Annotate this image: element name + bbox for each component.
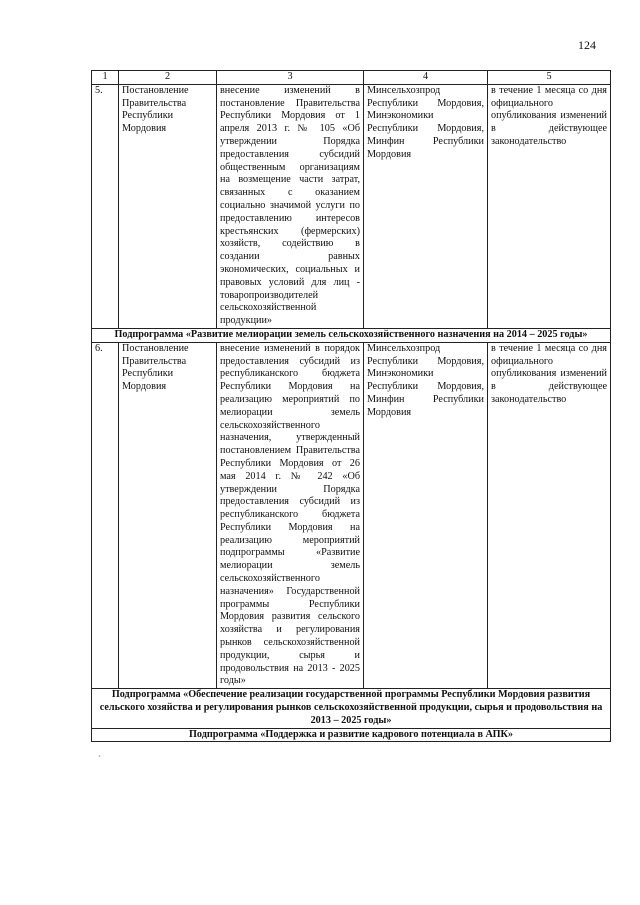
- section-row: [92, 328, 611, 342]
- section-row: [92, 728, 611, 742]
- column-number: 2: [119, 71, 217, 85]
- scan-mark: `: [98, 754, 101, 764]
- deadline-cell: в течение 1 месяца со дня официального опубликования изменений в действующее законодательство: [488, 342, 611, 689]
- column-number: 4: [364, 71, 488, 85]
- column-number: 3: [217, 71, 364, 85]
- document-type-cell: Постановление Правительства Республики Мордовия: [119, 342, 217, 689]
- row-number: 5.: [92, 84, 119, 328]
- measures-table: [91, 70, 611, 742]
- document-type-cell: Постановление Правительства Республики Мордовия: [119, 84, 217, 328]
- responsible-cell: Минсельхозпрод Республики Мордовия, Минэкономики Республики Мордовия, Минфин Республики Мордовия: [364, 342, 488, 689]
- column-number: 5: [488, 71, 611, 85]
- column-number-row: [92, 71, 611, 85]
- column-number: 1: [92, 71, 119, 85]
- table-row: [92, 342, 611, 689]
- responsible-cell: Минсельхозпрод Республики Мордовия, Минэкономики Республики Мордовия, Минфин Республики Мордовия: [364, 84, 488, 328]
- row-number: 6.: [92, 342, 119, 689]
- section-heading-personnel: Подпрограмма «Поддержка и развитие кадрового потенциала в АПК»: [92, 728, 611, 742]
- section-heading-support: Подпрограмма «Обеспечение реализации государственной программы Республики Мордовия развития сельского хозяйства и регулирования рынков сельскохозяйственной продукции, сырья и продовольствия на 2013 – 2025 годы»: [92, 689, 611, 728]
- section-heading-melioration: Подпрограмма «Развитие мелиорации земель сельскохозяйственного назначения на 2014 – 2025 годы»: [92, 328, 611, 342]
- page-number: 124: [578, 38, 596, 52]
- table-row: [92, 84, 611, 328]
- description-cell: внесение изменений в постановление Правительства Республики Мордовия от 1 апреля 2013 г. № 105 «Об утверждении Порядка предоставления субсидий общественным организациям на возмещение части затрат, связанных с оказанием социально значимой услуги по предоставлению интересов крестьянских (фермерских) хозяйств, содействию в создании равных экономических, социальных и правовых условий для лиц - товаропроизводителей сельскохозяйственной продукции»: [217, 84, 364, 328]
- section-row: [92, 689, 611, 728]
- description-cell: внесение изменений в порядок предоставления субсидий из республиканского бюджета Республики Мордовия на реализацию мероприятий по мелиорации земель сельскохозяйственного назначения, утвержденный постановлением Правительства Республики Мордовия от 26 мая 2014 г. № 242 «Об утверждении Порядка предоставления субсидий из республиканского бюджета Республики Мордовия на реализацию мероприятий подпрограммы «Развитие мелиорации земель сельскохозяйственного назначения» Государственной программы Республики Мордовия развития сельского хозяйства и регулирования рынков сельскохозяйственной продукции, сырья и продовольствия на 2013 - 2025 годы»: [217, 342, 364, 689]
- deadline-cell: в течение 1 месяца со дня официального опубликования изменений в действующее законодательство: [488, 84, 611, 328]
